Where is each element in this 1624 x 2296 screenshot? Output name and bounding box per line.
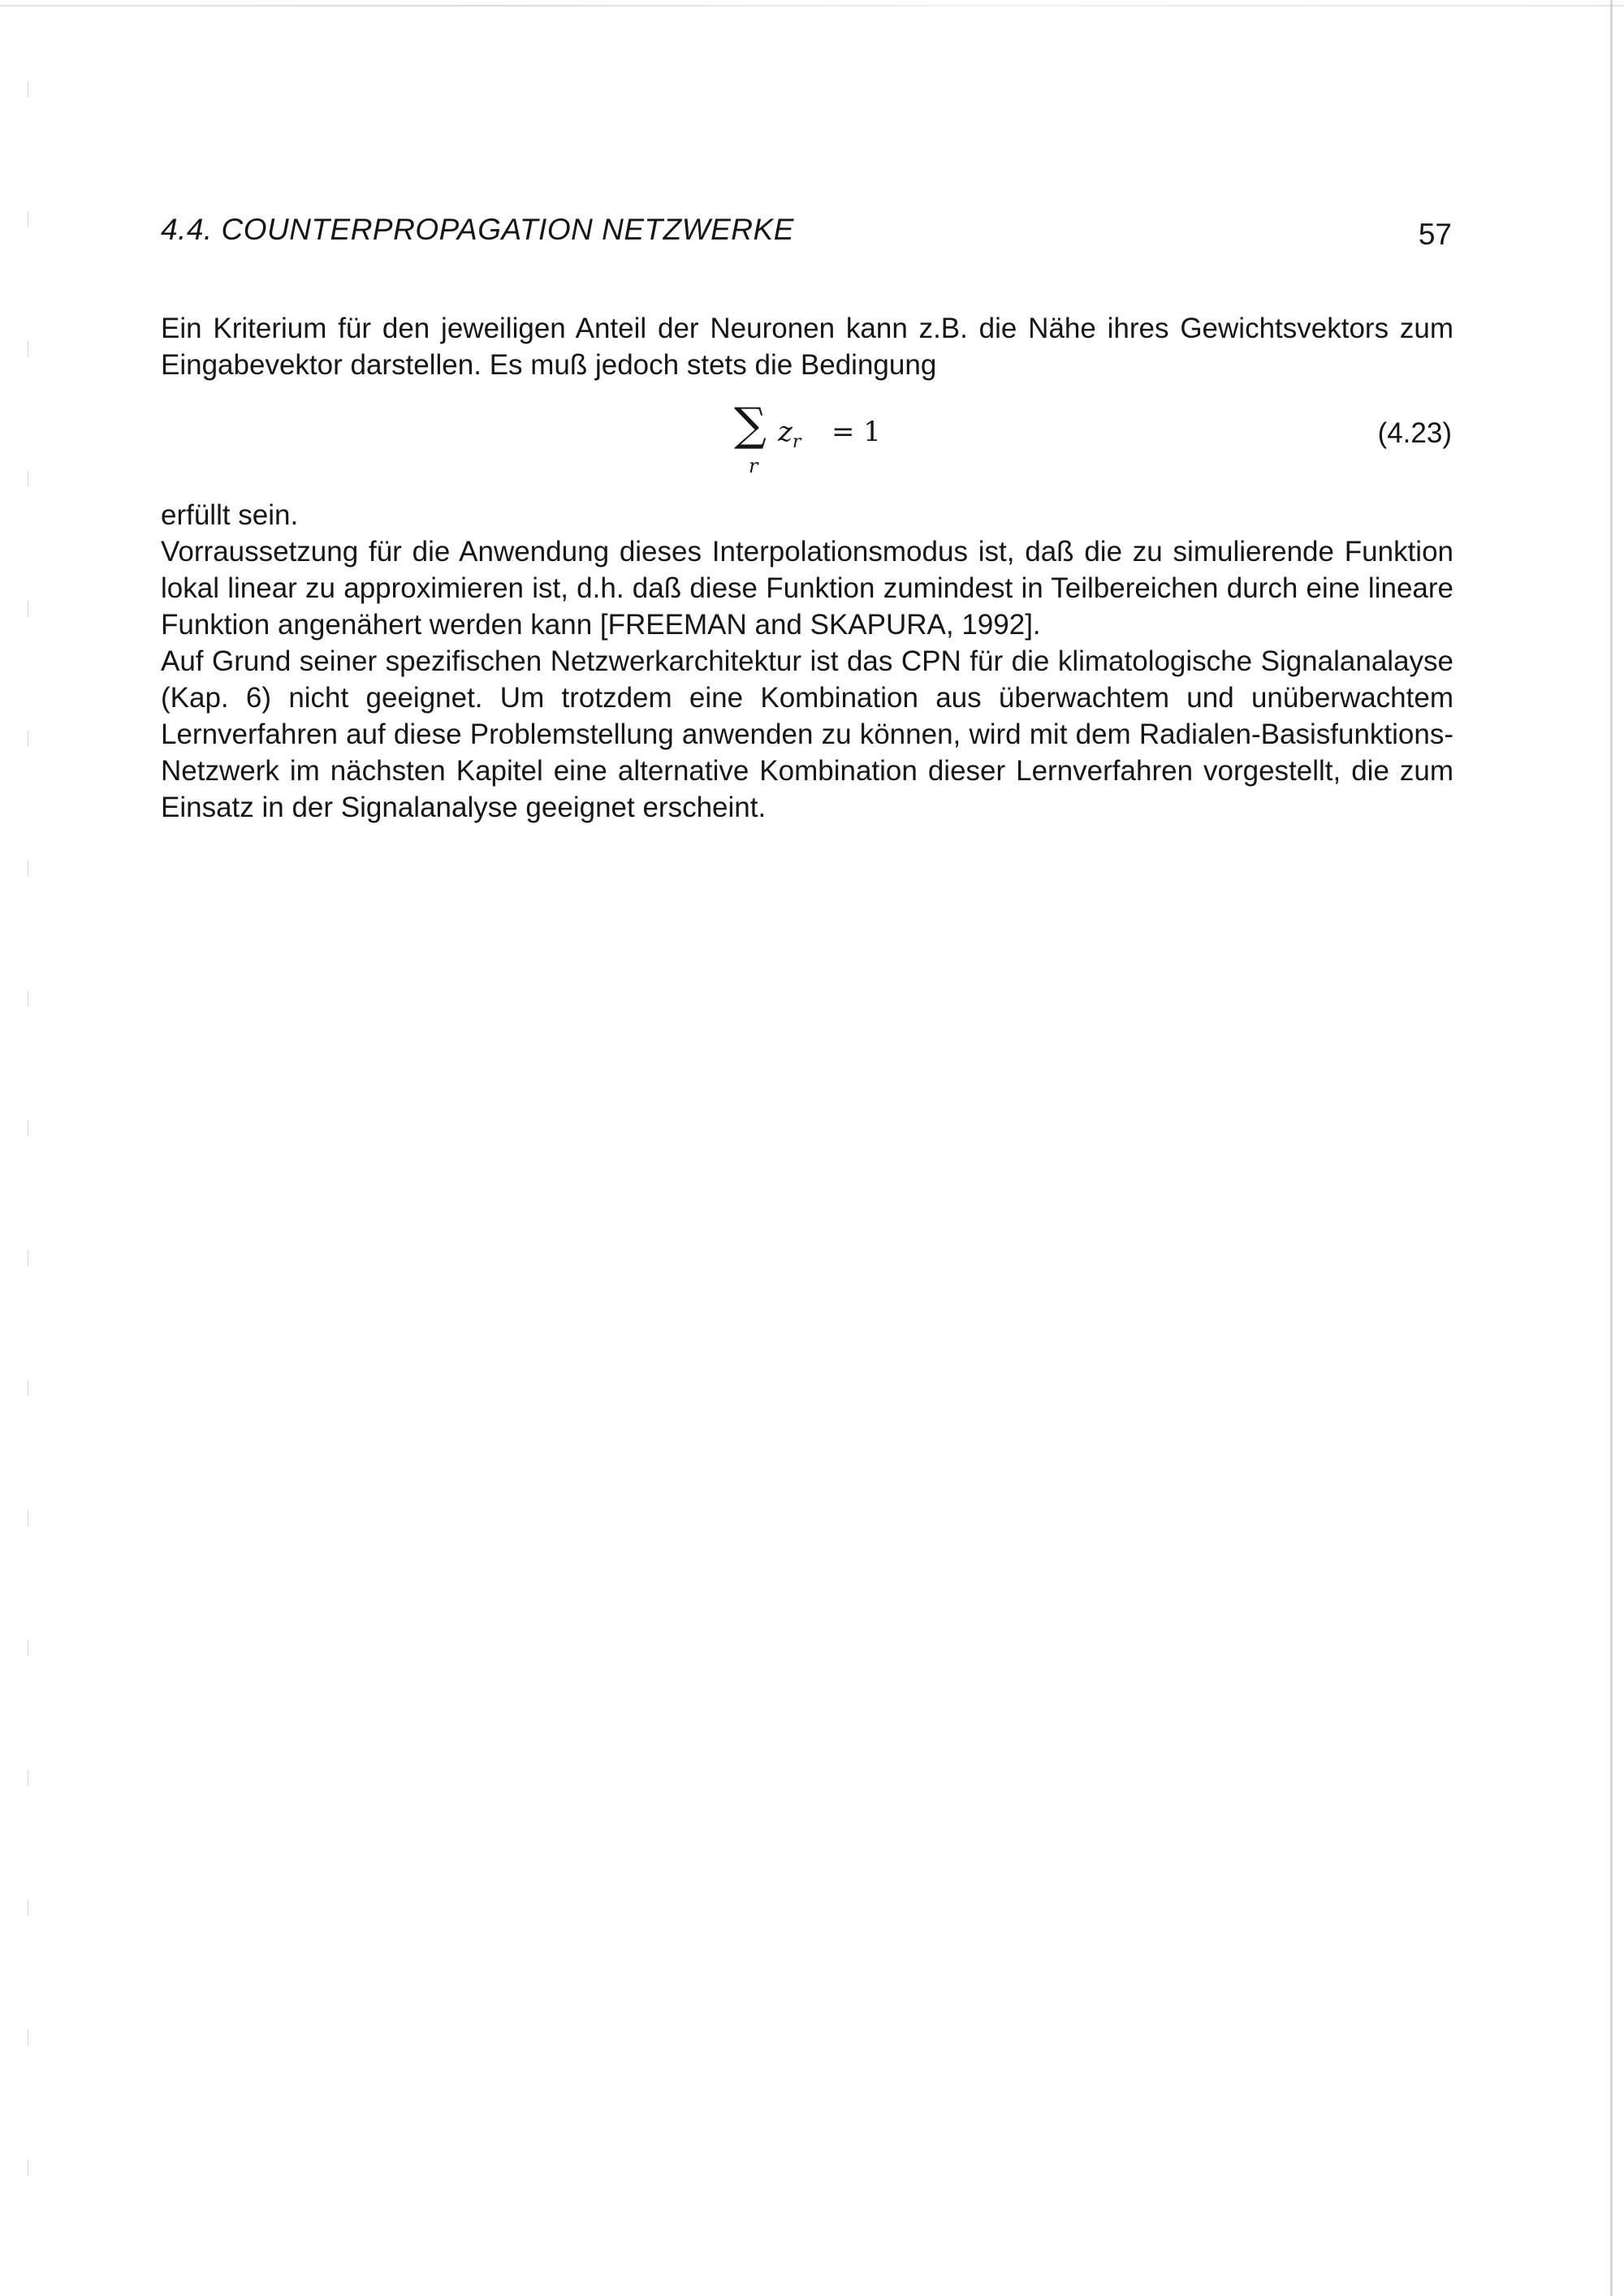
paragraph-conclusion: Auf Grund seiner spezifischen Netzwerkarchitektur ist das CPN für die klimatologische Signalanalayse (Kap. 6) nicht geeignet. Um trotzdem eine Kombination aus überwachtem und unüberwachtem Lernverfahren auf diese Problemstellung anwenden zu können, wird mit dem Radialen-Basisfunktions-Netzwerk im nächsten Kapitel eine alternative Kombination dieser Lernverfahren vorgestellt, die zum Einsatz in der Signalanalyse geeignet erscheint. (161, 645, 1453, 823)
variable-letter: z (778, 416, 793, 448)
paragraph-prerequisite: Vorraussetzung für die Anwendung dieses Interpolationsmodus ist, daß die zu simulierende Funktion lokal linear zu approximieren ist, d.h. daß diese Funktion zumindest in Teilbereichen durch eine lineare Funktion angenähert werden kann [FREEMAN and SKAPURA, 1992]. (161, 536, 1453, 641)
paragraph-after-equation: erfüllt sein. (161, 499, 299, 531)
sum-symbol: ∑ (734, 399, 767, 451)
page-number: 57 (1418, 218, 1452, 251)
page-header (161, 213, 1452, 253)
section-title: 4.4. COUNTERPROPAGATION NETZWERKE (161, 213, 794, 246)
scan-edge-top (0, 5, 1624, 6)
sum-index: r (749, 455, 758, 477)
equation-number: (4.23) (1377, 417, 1452, 449)
paragraph-intro: Ein Kriterium für den jeweiligen Anteil der Neuronen kann z.B. die Nähe ihres Gewichtsvektors zum Eingabevektor darstellen. Es muß jedoch stets die Bedingung (161, 313, 1453, 381)
equation-rhs: = 1 (831, 416, 881, 448)
scan-edge-right (1610, 0, 1613, 2296)
equation-variable (778, 416, 801, 452)
variable-subscript: r (792, 431, 801, 452)
equation-4-23 (161, 399, 1453, 487)
